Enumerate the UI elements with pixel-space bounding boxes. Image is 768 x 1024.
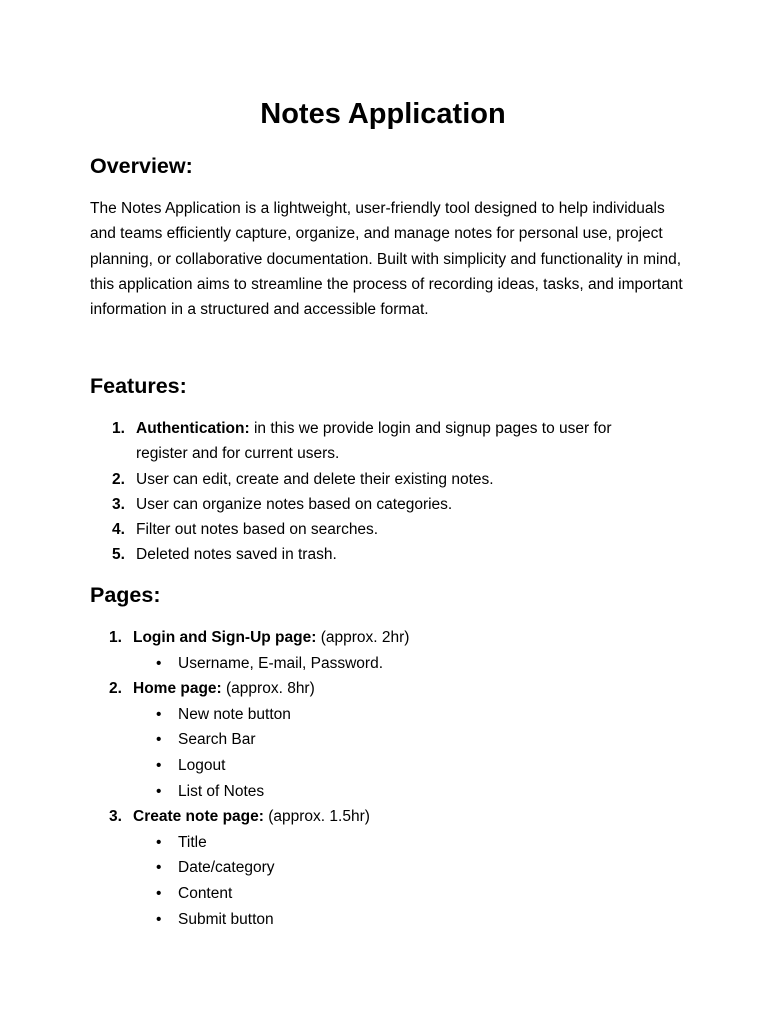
feature-number: 1.: [112, 420, 125, 437]
page-number: 1.: [109, 629, 122, 646]
feature-text: User can organize notes based on categories.: [136, 495, 453, 513]
overview-paragraph: The Notes Application is a lightweight, user-friendly tool designed to help individuals and teams efficiently capture, organize, and manage notes for personal use, project planning, or collaborative documentation. Built with simplicity and functionality in mind, this application aims to streamline the process of recording ideas, tasks, and important information in a structured and accessible format.: [90, 200, 683, 319]
page-name: Login and Sign-Up page:: [133, 629, 317, 646]
pages-list: [90, 625, 650, 932]
page-subitem: [133, 830, 650, 856]
page-number: 2.: [109, 680, 122, 698]
bullet-icon: •: [156, 833, 162, 851]
page-subitem-text: Submit button: [178, 910, 274, 928]
page-item: [90, 804, 650, 932]
page-subitem: [133, 855, 650, 881]
page-subitem-text: Logout: [178, 756, 226, 774]
page-subitem-text: Content: [178, 884, 233, 902]
page-subitems: [133, 830, 650, 932]
feature-text: Deleted notes saved in trash.: [136, 546, 337, 564]
page-subitem-text: List of Notes: [178, 782, 265, 800]
bullet-icon: •: [156, 731, 162, 749]
feature-text: User can edit, create and delete their existing notes.: [136, 470, 494, 488]
page-subitems: [133, 702, 650, 804]
bullet-icon: •: [156, 705, 162, 723]
features-list: [90, 416, 650, 568]
page-estimate: (approx. 2hr): [316, 629, 410, 646]
page-subitems: [133, 651, 650, 677]
feature-text: in this we provide login and signup pages to user for register and for current users.: [136, 420, 612, 463]
bullet-icon: •: [156, 859, 162, 877]
page-estimate: (approx. 8hr): [221, 680, 315, 698]
features-heading: Features:: [90, 374, 187, 398]
page-subitem: [133, 881, 650, 907]
feature-number: 3.: [112, 495, 125, 513]
page-subitem-text: Date/category: [178, 859, 275, 877]
page-subitem: [133, 907, 650, 933]
feature-item: [90, 467, 650, 492]
bullet-icon: •: [156, 782, 162, 800]
feature-item: [90, 517, 650, 542]
page-name: Home page:: [133, 680, 222, 698]
bullet-icon: •: [156, 884, 162, 902]
feature-bold-label: Authentication:: [136, 420, 250, 437]
feature-text: Filter out notes based on searches.: [136, 521, 379, 539]
page-subitem-text: Username, E-mail, Password.: [178, 654, 384, 672]
bullet-icon: •: [156, 910, 162, 928]
bullet-icon: •: [156, 756, 162, 774]
feature-item: [90, 492, 650, 517]
page-subitem: [133, 651, 650, 677]
page-item: [90, 625, 650, 676]
feature-item: [90, 416, 650, 467]
document-title: Notes Application: [260, 98, 506, 130]
page-subitem-text: New note button: [178, 705, 291, 723]
page-estimate: (approx. 1.5hr): [263, 808, 370, 826]
page-subitem: [133, 702, 650, 728]
page-item: [90, 676, 650, 804]
page-name: Create note page:: [133, 808, 264, 826]
feature-number: 5.: [112, 546, 125, 564]
feature-number: 2.: [112, 470, 125, 488]
bullet-icon: •: [156, 654, 162, 672]
page-subitem: [133, 753, 650, 779]
page-subitem: [133, 727, 650, 753]
page-subitem: [133, 779, 650, 805]
page-number: 3.: [109, 808, 122, 826]
feature-number: 4.: [112, 521, 125, 539]
page-subitem-text: Title: [178, 833, 207, 851]
pages-heading: Pages:: [90, 583, 161, 607]
page-subitem-text: Search Bar: [178, 731, 256, 749]
feature-item: [90, 542, 650, 567]
overview-heading: Overview:: [90, 154, 193, 178]
